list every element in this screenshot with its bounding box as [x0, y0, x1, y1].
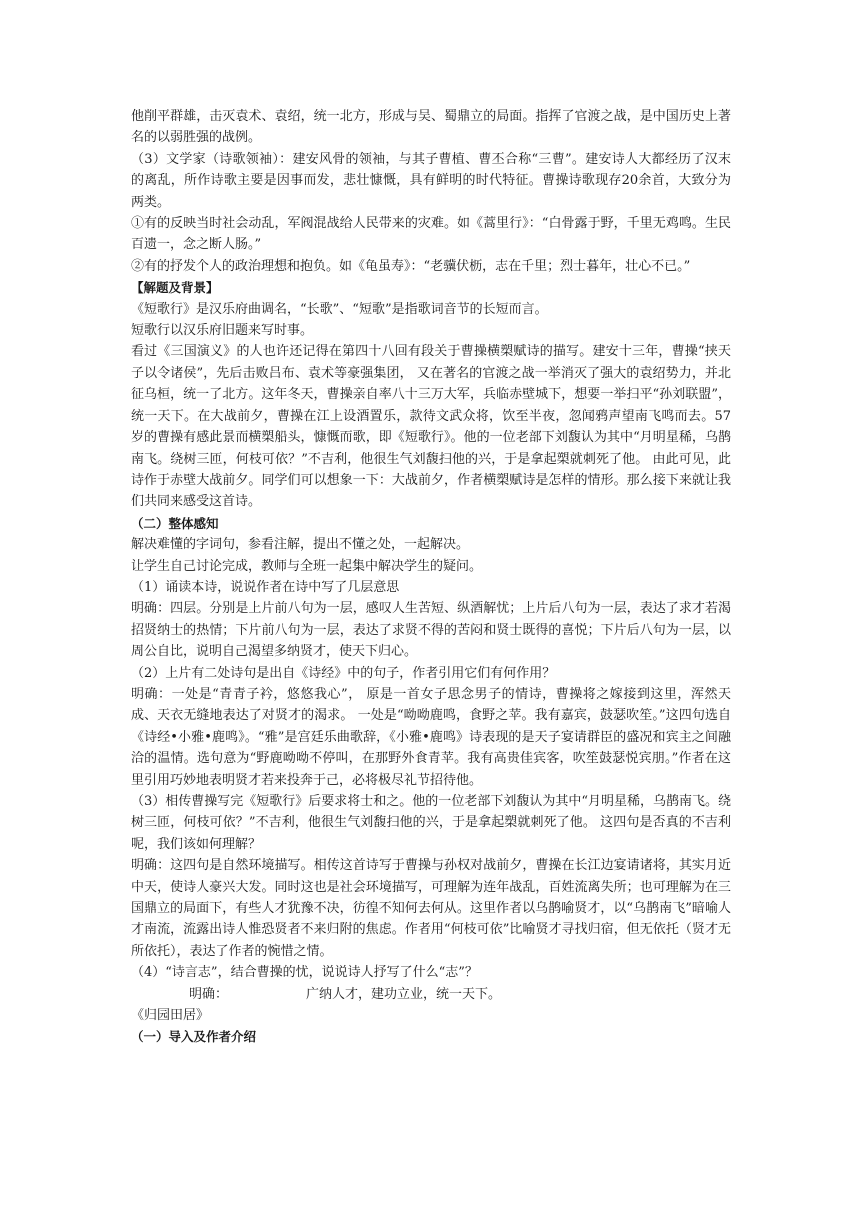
paragraph: 《短歌行》是汉乐府曲调名，“长歌”、“短歌”是指歌词音节的长短而言。: [131, 301, 548, 317]
answer: [131, 984, 731, 1005]
paragraph: 他削平群雄，击灭袁术、袁绍，统一北方，形成与吴、蜀鼎立的局面。指挥了官渡之战，是中国历史上著名的以弱胜强的战例。: [131, 109, 731, 146]
paragraph: 看过《三国演义》的人也许还记得在第四十八回有段关于曹操横槊赋诗的描写。建安十三年，曹操“挟天子以令诸侯”，先后击败吕布、袁术等豪强集团， 又在著名的官渡之战一举消灭了强大的袁绍势力，并北征乌桓，统一了北方。这年冬天，曹操亲自率八十三万大军，兵临赤壁城下，想要一举扫平“孙刘联盟”，统一天下。在大战前夕，曹操在江上设酒置乐，款待文武众将，饮至半夜，忽闻鸦声望南飞鸣而去。57岁的曹操有感此景而横槊船头，慷慨而歌，即《短歌行》。他的一位老部下刘馥认为其中“月明星稀，乌鹊南飞。绕树三匝，何枝可依？”不吉利，他很生气刘馥扫他的兴，于是拿起槊就刺死了他。 由此可见，此诗作于赤壁大战前夕。同学们可以想象一下：大战前夕，作者横槊赋诗是怎样的情形。那么接下来就让我们共同来感受这首诗。: [131, 344, 731, 510]
answer: 明确：四层。分别是上片前八句为一层，感叹人生苦短、纵酒解忧；上片后八句为一层，表达了求才若渴招贤纳士的热情；下片前八句为一层，表达了求贤不得的苦闷和贤士既得的喜悦；下片后八句为一层，以周公自比，说明自己渴望多纳贤才，使天下归心。: [131, 601, 731, 660]
answer: 明确：这四句是自然环境描写。相传这首诗写于曹操与孙权对战前夕，曹操在长江边宴请诸将，其实月近中天，使诗人豪兴大发。同时这也是社会环境描写，可理解为连年战乱，百姓流离失所；也可理解为在三国鼎立的局面下，有些人才犹豫不决，彷徨不知何去何从。这里作者以乌鹊喻贤才，以“乌鹊南飞”暗喻人才南流，流露出诗人惟恐贤者不来归附的焦虑。作者用“何枝可依”比喻贤才寻找归宿，但无依托（贤才无所依托），表达了作者的惋惜之情。: [131, 858, 731, 959]
answer: 明确：一处是“青青子衿，悠悠我心”， 原是一首女子思念男子的情诗，曹操将之嫁接到这里，浑然天成、天衣无缝地表达了对贤才的渴求。 一处是“呦呦鹿鸣，食野之苹。我有嘉宾，鼓瑟吹笙。”这四句选自《诗经•小雅•鹿鸣》。“雅”是宫廷乐曲歌辞，《小雅•鹿鸣》诗表现的是天子宴请群臣的盛况和宾主之间融洽的温情。选句意为“野鹿呦呦不停叫，在那野外食青苹。我有高贵佳宾客，吹笙鼓瑟悦宾朋。”作者在这里引用巧妙地表明贤才若来投奔于己，必将极尽礼节招待他。: [131, 686, 731, 788]
question: （3）相传曹操写完《短歌行》后要求将士和之。他的一位老部下刘馥认为其中“月明星稀，乌鹊南飞。绕树三匝，何枝可依？”不吉利，他很生气刘馥扫他的兴，于是拿起槊就刺死了他。 这四句是否真的不吉利呢，我们该如何理解？: [131, 794, 731, 852]
paragraph: [131, 149, 731, 213]
paragraph: ②有的抒发个人的政治理想和抱负。如《龟虽寿》：“老骥伏枥，志在千里；烈士暮年，壮心不已。”: [131, 258, 691, 274]
answer-text: 广纳人才，建功立业，统一天下。: [306, 986, 502, 1002]
document-page: [131, 106, 731, 1048]
subheading: （3）文学家（诗歌领袖）：: [131, 151, 293, 167]
paragraph-text: 建安风骨的领袖，与其子曹植、曹丕合称“三曹”。建安诗人大都经历了汉末的离乱，所作诗歌主要是因事而发，悲壮慷慨，具有鲜明的时代特征。曹操诗歌现存20余首，大致分为两类。: [131, 151, 732, 210]
paragraph: 短歌行以汉乐府旧题来写时事。: [131, 323, 314, 339]
paragraph: 解决难懂的字词句，参看注解，提出不懂之处，一起解决。: [131, 537, 470, 553]
question: （1）诵读本诗，说说作者在诗中写了几层意思: [131, 579, 400, 595]
paragraph: 让学生自己讨论完成，教师与全班一起集中解决学生的疑问。: [131, 558, 483, 574]
question: （2）上片有二处诗句是出自《诗经》中的句子，作者引用它们有何作用？: [131, 665, 556, 681]
section-heading: （一）导入及作者介绍: [131, 1029, 257, 1045]
answer-label: 明确：: [189, 986, 229, 1002]
section-heading: 【解题及背景】: [131, 280, 219, 296]
section-heading: （二）整体感知: [131, 515, 219, 531]
poem-title: 《归园田居》: [131, 1008, 210, 1024]
paragraph: ①有的反映当时社会动乱，军阀混战给人民带来的灾难。如《蒿里行》：“白骨露于野，千里无鸡鸣。生民百遗一，念之断人肠。”: [131, 216, 731, 253]
question: （4）“诗言志”，结合曹操的忧，说说诗人抒写了什么“志”？: [131, 965, 478, 981]
